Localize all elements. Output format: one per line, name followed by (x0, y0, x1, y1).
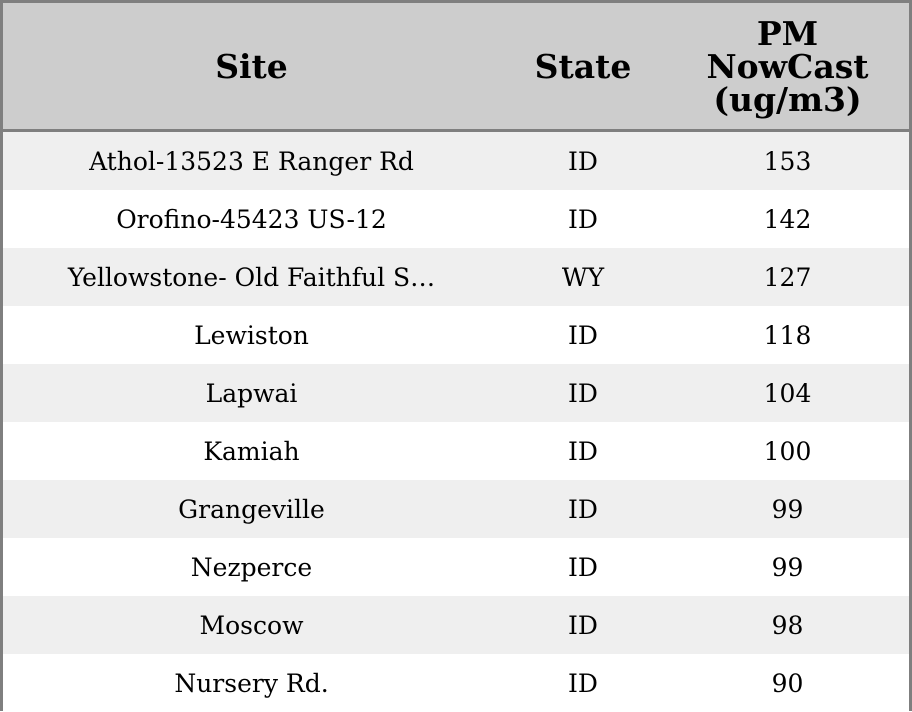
table-row (3, 422, 909, 480)
table-row (3, 132, 909, 190)
cell-state: ID (568, 494, 598, 524)
cell-pm-nowcast: 142 (763, 204, 812, 234)
table-row (3, 654, 909, 712)
cell-state: ID (568, 378, 598, 408)
cell-pm-nowcast: 98 (771, 610, 804, 640)
column-header-pm-nowcast (666, 3, 909, 129)
cell-site: Yellowstone- Old Faithful S… (67, 262, 436, 292)
cell-state: ID (568, 552, 598, 582)
column-header-site: Site (215, 46, 288, 86)
cell-state: WY (561, 262, 605, 292)
cell-pm-nowcast: 99 (771, 552, 804, 582)
cell-site: Lewiston (194, 320, 309, 350)
cell-site: Moscow (199, 610, 304, 640)
cell-state: ID (568, 436, 598, 466)
column-header-pm-line-1: PM (756, 13, 819, 53)
cell-site: Lapwai (205, 378, 298, 408)
column-header-pm-line-3: (ug/m3) (713, 79, 862, 119)
table-row (3, 596, 909, 654)
column-header-state: State (534, 46, 632, 86)
cell-state: ID (568, 146, 598, 176)
cell-pm-nowcast: 118 (763, 320, 812, 350)
cell-state: ID (568, 204, 598, 234)
table-row (3, 190, 909, 248)
cell-site: Nursery Rd. (174, 668, 329, 698)
table-row (3, 306, 909, 364)
cell-pm-nowcast: 127 (763, 262, 812, 292)
cell-site: Kamiah (203, 436, 300, 466)
table-header (3, 3, 909, 132)
table-row (3, 248, 909, 306)
table-row (3, 538, 909, 596)
column-header-pm-line-2: NowCast (706, 46, 869, 86)
table-row (3, 364, 909, 422)
cell-pm-nowcast: 100 (763, 436, 812, 466)
cell-pm-nowcast: 90 (771, 668, 804, 698)
cell-state: ID (568, 320, 598, 350)
table-row (3, 480, 909, 538)
cell-state: ID (568, 668, 598, 698)
cell-pm-nowcast: 99 (771, 494, 804, 524)
cell-site: Grangeville (178, 494, 325, 524)
cell-site: Nezperce (190, 552, 313, 582)
cell-site: Athol-13523 E Ranger Rd (89, 146, 414, 176)
cell-state: ID (568, 610, 598, 640)
cell-site: Orofino-45423 US-12 (116, 204, 387, 234)
cell-pm-nowcast: 153 (763, 146, 812, 176)
cell-pm-nowcast: 104 (763, 378, 812, 408)
